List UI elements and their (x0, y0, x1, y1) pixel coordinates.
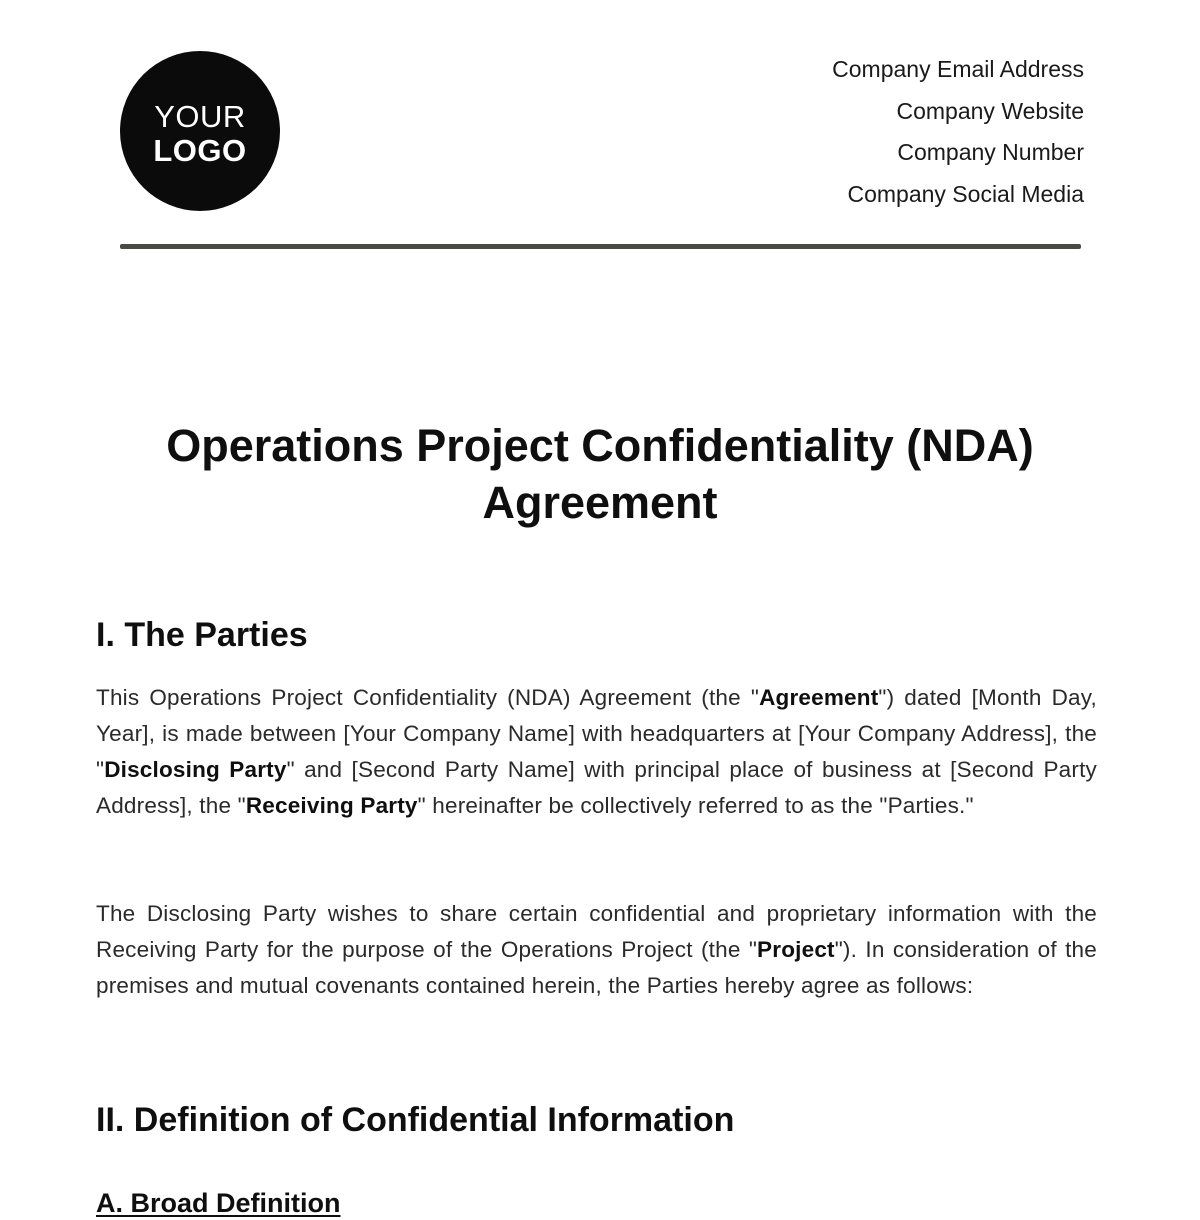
term-receiving-party: Receiving Party (245, 793, 418, 818)
parties-paragraph: This Operations Project Confidentiality (NDA) Agreement (the "Agreement") dated [Month Day, Year], is made between [Your Company Name] with headquarters at [Your Company Address], the "Disclosing Party" and [Second Party Name] with principal place of business at [Second Party Address], the "Receiving Party" hereinafter be collectively referred to as the "Parties." (96, 685, 1097, 818)
purpose-paragraph: The Disclosing Party wishes to share certain confidential and proprietary information with the Receiving Party for the purpose of the Operations Project (the "Project"). In consideration of the premises and mutual covenants contained herein, the Parties hereby agree as follows: (96, 901, 1097, 998)
section-heading-parties: I. The Parties (96, 616, 308, 654)
section-heading-definition: II. Definition of Confidential Information (96, 1101, 735, 1139)
logo-text-line2: LOGO (153, 132, 247, 168)
company-email: Company Email Address (832, 56, 1084, 82)
company-contact-block (832, 54, 1084, 220)
term-disclosing-party: Disclosing Party (104, 757, 287, 782)
company-social-media: Company Social Media (847, 180, 1084, 207)
company-logo (120, 51, 280, 211)
term-agreement: Agreement (759, 685, 879, 710)
company-number: Company Number (897, 139, 1084, 165)
header-divider (120, 244, 1081, 249)
logo-text-line1: YOUR (154, 98, 246, 134)
company-website: Company Website (896, 97, 1084, 124)
term-project: Project (757, 937, 835, 962)
document-title: Operations Project Confidentiality (NDA) Agreement (166, 420, 1034, 528)
subsection-heading-broad-definition: A. Broad Definition (96, 1188, 341, 1218)
